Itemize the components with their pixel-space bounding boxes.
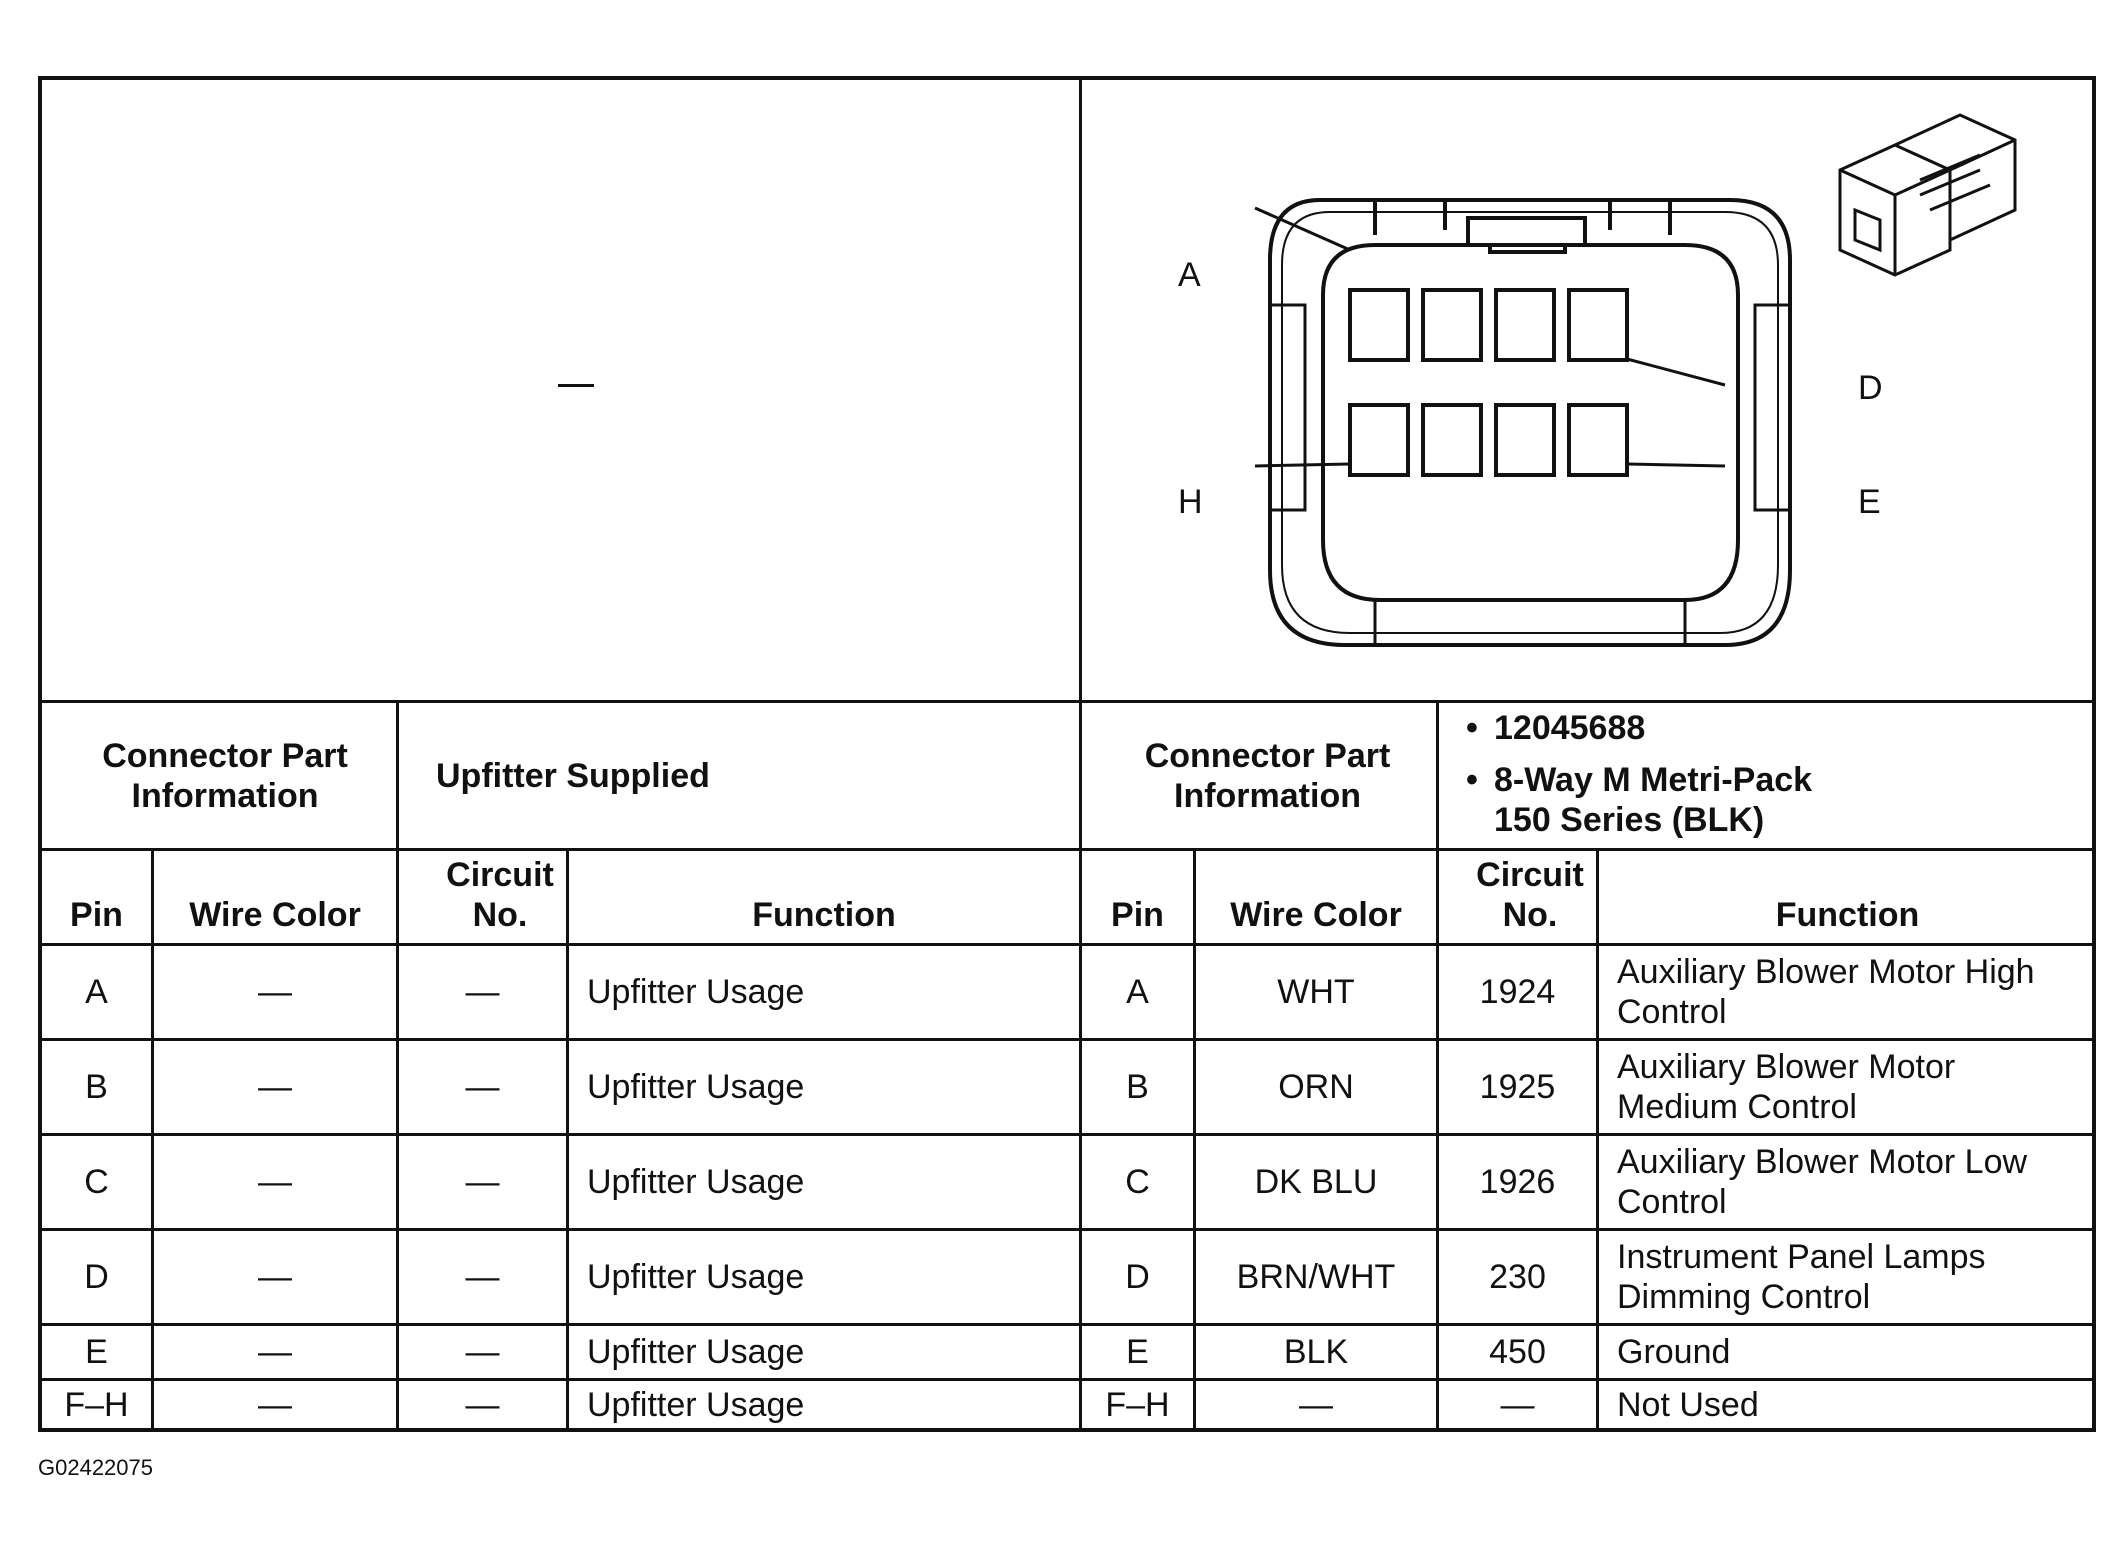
connector-outer-shell-inner-edge (1282, 212, 1778, 633)
left-row-a-pin: A (85, 973, 108, 1011)
leader-d (1627, 359, 1725, 385)
right-row-a-wire: WHT (1277, 973, 1355, 1011)
right-part-info-divider (1436, 700, 1439, 848)
left-row-b-wire: — (258, 1068, 292, 1106)
left-header-wire-color: Wire Color (189, 896, 361, 934)
left-row-d-function: Upfitter Usage (587, 1258, 805, 1296)
left-part-info-label: Connector Part Information (102, 736, 348, 815)
right-row-fh-wire: — (1299, 1385, 1333, 1424)
right-row-fh-circuit: — (1500, 1385, 1535, 1424)
figure-id: G02422075 (38, 1455, 153, 1480)
left-row-b-circuit: — (465, 1068, 500, 1106)
left-header-function: Function (752, 896, 896, 934)
cavity-f (1496, 405, 1554, 475)
connector-3d-icon (1840, 115, 2015, 275)
right-row-c-circuit: 1926 (1479, 1163, 1556, 1201)
leader-h (1255, 464, 1350, 466)
left-row-e-pin: E (85, 1333, 108, 1371)
left-row-d-pin: D (84, 1258, 109, 1296)
connector-face-diagram (1160, 100, 2040, 660)
right-row-e-circuit: 450 (1489, 1333, 1546, 1371)
right-row-b-pin: B (1126, 1068, 1149, 1106)
right-header-pin: Pin (1111, 896, 1164, 934)
left-row-c-wire: — (258, 1163, 292, 1201)
part-number-item: • 12045688 (1458, 708, 1878, 748)
right-row-a-pin: A (1126, 973, 1149, 1011)
right-part-info-label: Connector Part Information (1144, 736, 1391, 815)
left-row-e-circuit: — (465, 1333, 500, 1371)
right-row-c-function: Auxiliary Blower Motor Low Control (1617, 1143, 2028, 1221)
left-header-circuit: Circuit No. (446, 856, 554, 934)
connector-label-e: E (1858, 483, 1881, 521)
cavity-g (1423, 405, 1481, 475)
cavity-a (1350, 290, 1408, 360)
cavity-d (1569, 290, 1627, 360)
leader-e (1627, 464, 1725, 466)
left-part-info-value: Upfitter Supplied (436, 756, 710, 795)
left-row-d-wire: — (258, 1258, 292, 1296)
left-part-info-divider (396, 700, 399, 848)
right-row-c-wire: DK BLU (1254, 1163, 1378, 1201)
left-row-d-circuit: — (465, 1258, 500, 1296)
connector-label-h: H (1178, 483, 1203, 521)
connector-inner-cavity (1323, 245, 1738, 600)
right-row-e-wire: BLK (1283, 1333, 1349, 1371)
cavity-b (1423, 290, 1481, 360)
left-header-pin: Pin (70, 896, 123, 934)
left-row-fh-wire: — (258, 1385, 292, 1424)
right-row-b-function: Auxiliary Blower Motor Medium Control (1617, 1048, 1956, 1126)
right-row-a-function: Auxiliary Blower Motor High Control (1617, 953, 2035, 1031)
connector-type-item: • 8-Way M Metri-Pack 150 Series (BLK) (1458, 760, 1878, 840)
right-header-function: Function (1775, 896, 1920, 934)
right-row-d-pin: D (1125, 1258, 1150, 1296)
right-row-b-circuit: 1925 (1479, 1068, 1556, 1106)
cavity-e (1569, 405, 1627, 475)
right-row-b-wire: ORN (1278, 1068, 1354, 1106)
left-row-a-wire: — (258, 973, 292, 1011)
left-row-c-circuit: — (465, 1163, 500, 1201)
left-row-e-wire: — (258, 1333, 292, 1371)
left-row-a-function: Upfitter Usage (587, 973, 805, 1011)
right-row-fh-pin: F–H (1105, 1385, 1170, 1424)
left-row-b-pin: B (85, 1068, 108, 1106)
left-row-fh-circuit: — (465, 1385, 500, 1424)
connector-label-a: A (1178, 256, 1201, 294)
right-row-c-pin: C (1125, 1163, 1150, 1201)
left-row-fh-function: Upfitter Usage (587, 1385, 805, 1424)
cavity-h (1350, 405, 1408, 475)
left-row-fh-pin: F–H (64, 1385, 129, 1424)
right-row-d-circuit: 230 (1489, 1258, 1546, 1296)
left-row-c-pin: C (84, 1163, 109, 1201)
no-image-dash (558, 384, 594, 387)
left-row-c-function: Upfitter Usage (587, 1163, 805, 1201)
left-row-a-circuit: — (465, 973, 500, 1011)
right-part-info-list (1458, 708, 1878, 840)
right-row-a-circuit: 1924 (1479, 973, 1556, 1011)
cavity-c (1496, 290, 1554, 360)
right-header-circuit: Circuit No. (1476, 856, 1584, 934)
connector-label-d: D (1858, 369, 1883, 407)
right-row-e-pin: E (1126, 1333, 1149, 1371)
right-row-d-function: Instrument Panel Lamps Dimming Control (1617, 1238, 1986, 1316)
connector-bottom-ridge (1375, 600, 1685, 645)
right-row-e-function: Ground (1617, 1333, 1731, 1371)
right-header-wire-color: Wire Color (1230, 896, 1402, 934)
right-row-d-wire: BRN/WHT (1236, 1258, 1396, 1296)
right-row-fh-function: Not Used (1617, 1385, 1759, 1424)
left-row-e-function: Upfitter Usage (587, 1333, 805, 1371)
left-row-b-function: Upfitter Usage (587, 1068, 805, 1106)
